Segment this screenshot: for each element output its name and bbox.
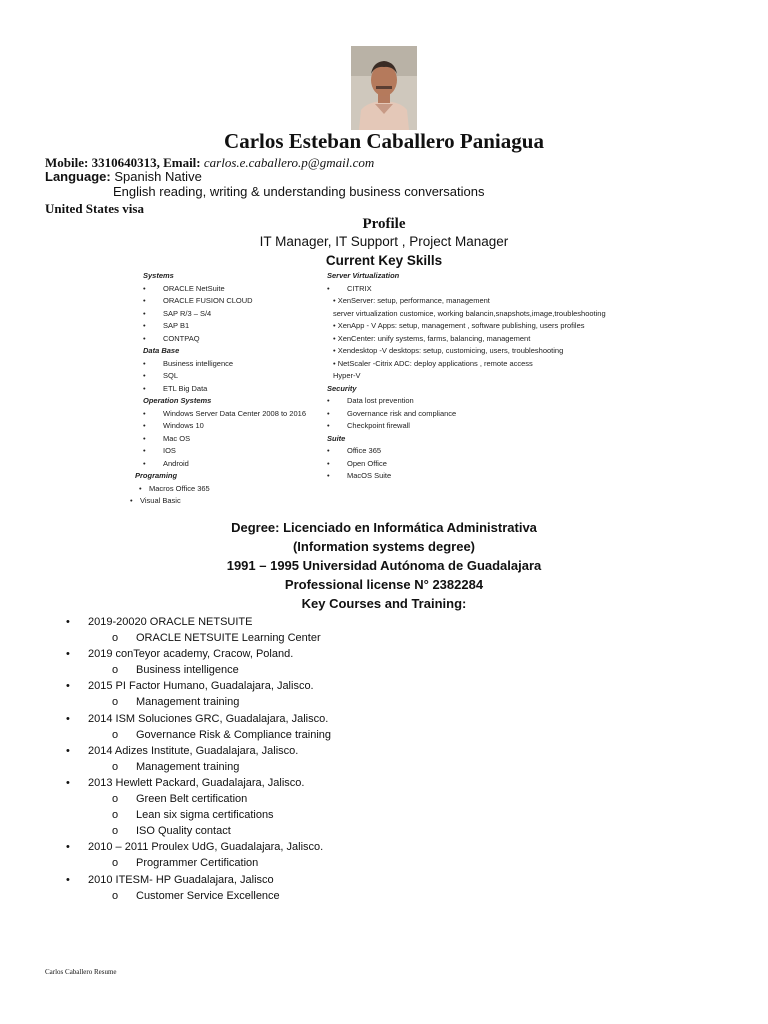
bullet-icon: •: [66, 841, 70, 854]
course-detail: ISO Quality contact: [136, 825, 231, 838]
contact-prefix: Mobile: 3310640313, Email:: [45, 155, 201, 170]
skill-label: ORACLE FUSION CLOUD: [163, 296, 253, 305]
language-native: Spanish Native: [114, 169, 202, 184]
bullet-icon: •: [143, 421, 146, 430]
course-subitem: [66, 662, 331, 678]
visa-status: United States visa: [45, 201, 144, 216]
bullet-icon: •: [143, 333, 146, 343]
bullet-icon: •: [66, 648, 70, 661]
course-subitem: [66, 791, 331, 807]
degree-university: 1991 – 1995 Universidad Autónoma de Guadalajara: [226, 558, 542, 573]
course-title: 2010 – 2011 Proulex UdG, Guadalajara, Jalisco.: [88, 841, 324, 854]
skill-label: Governance risk and compliance: [347, 408, 457, 418]
skill-detail: Hyper-V: [333, 371, 361, 380]
degree-subtitle: (Information systems degree): [292, 539, 476, 554]
skill-label: Checkpoint firewall: [347, 421, 410, 430]
skill-label: SQL: [163, 371, 179, 380]
skill-item: [327, 470, 657, 483]
courses-list: [66, 614, 331, 904]
bullet-icon: •: [143, 446, 146, 455]
profile-photo: [351, 46, 417, 130]
course-detail: Management training: [136, 760, 240, 773]
skill-detail: • NetScaler -Citrix ADC: deploy applications , remote access: [333, 358, 533, 368]
skill-item: [327, 408, 657, 421]
language-label: Language:: [45, 169, 111, 184]
skill-category: Data Base: [143, 346, 180, 355]
skill-label: Macros Office 365: [149, 483, 210, 493]
course-title: 2014 ISM Soluciones GRC, Guadalajara, Jalisco.: [88, 712, 329, 725]
course-title: 2019-20020 ORACLE NETSUITE: [88, 616, 253, 628]
language-english: English reading, writing & understanding business conversations: [113, 184, 485, 199]
bullet-icon: •: [143, 321, 146, 330]
bullet-icon: •: [327, 446, 330, 455]
bullet-icon: •: [143, 371, 146, 380]
circle-bullet-icon: o: [112, 825, 119, 838]
bullet-icon: •: [143, 383, 146, 393]
course-detail: Management training: [136, 696, 240, 709]
skill-item: [327, 420, 657, 433]
skill-label: MacOS Suite: [347, 471, 392, 480]
profile-heading: Profile: [362, 216, 406, 232]
bullet-icon: •: [143, 296, 146, 305]
bullet-icon: •: [66, 712, 70, 725]
skill-label: SAP R/3 – S/4: [163, 308, 212, 318]
course-subitem: [66, 694, 331, 710]
bullet-icon: •: [66, 776, 70, 789]
bullet-icon: •: [143, 283, 146, 293]
skills-right-column: [327, 270, 657, 483]
email-link[interactable]: carlos.e.caballero.p@gmail.com: [203, 155, 375, 170]
skill-item: [327, 283, 657, 296]
bullet-icon: •: [327, 408, 330, 418]
skill-label: ETL Big Data: [163, 383, 208, 393]
course-item: [66, 872, 331, 888]
skill-label: CONTPAQ: [163, 333, 200, 343]
course-item: [66, 646, 331, 662]
bullet-icon: •: [327, 396, 330, 405]
course-item: [66, 711, 331, 727]
language-line: [45, 169, 202, 184]
skill-label: Open Office: [347, 458, 387, 468]
skill-item: [143, 283, 323, 296]
skill-item: [143, 320, 323, 333]
course-subitem: [66, 807, 331, 823]
circle-bullet-icon: o: [112, 760, 119, 773]
course-title: 2010 ITESM- HP Guadalajara, Jalisco: [88, 873, 274, 886]
circle-bullet-icon: o: [112, 809, 119, 822]
bullet-icon: •: [130, 496, 133, 505]
skill-label: Visual Basic: [140, 496, 181, 505]
course-title: 2015 PI Factor Humano, Guadalajara, Jalisco.: [88, 680, 314, 693]
skill-category: Operation Systems: [143, 396, 212, 405]
person-photo-icon: [351, 46, 417, 130]
skill-category: Systems: [143, 271, 174, 280]
course-subitem: [66, 823, 331, 839]
course-item: [66, 614, 331, 630]
bullet-icon: •: [66, 616, 70, 628]
skill-label: Business intelligence: [163, 358, 234, 368]
skill-label: Android: [163, 458, 189, 468]
skill-category: Programing: [135, 471, 178, 480]
skill-item: [143, 333, 323, 346]
course-detail: Business intelligence: [136, 664, 239, 677]
degree-block: [0, 518, 768, 613]
skill-detail: • XenApp - V Apps: setup, management , software publishing, users profiles: [333, 321, 585, 330]
course-item: [66, 775, 331, 791]
circle-bullet-icon: o: [112, 728, 119, 741]
degree-title: Degree: Licenciado en Informática Administrativa: [231, 520, 537, 535]
skills-left-column: [130, 270, 323, 508]
course-detail: Programmer Certification: [136, 857, 259, 870]
skill-item: [143, 358, 323, 371]
bullet-icon: •: [66, 873, 70, 886]
bullet-icon: •: [139, 483, 142, 493]
skill-item: [139, 483, 323, 496]
skill-item: [327, 395, 657, 408]
course-detail: ORACLE NETSUITE Learning Center: [136, 632, 321, 645]
skill-item: [143, 383, 323, 396]
candidate-name: Carlos Esteban Caballero Paniagua: [224, 129, 544, 153]
course-detail: Green Belt certification: [136, 793, 248, 806]
skill-label: ORACLE NetSuite: [163, 283, 225, 293]
skill-label: CITRIX: [347, 283, 372, 293]
skill-label: IOS: [163, 446, 176, 455]
skill-item: [143, 295, 323, 308]
bullet-icon: •: [143, 458, 146, 468]
circle-bullet-icon: o: [112, 889, 119, 902]
skill-label: Data lost prevention: [347, 396, 414, 405]
circle-bullet-icon: o: [112, 696, 119, 709]
skill-category: Security: [327, 383, 357, 393]
course-subitem: [66, 888, 331, 904]
skill-label: Office 365: [347, 446, 382, 455]
circle-bullet-icon: o: [112, 857, 119, 870]
skill-item: [143, 370, 323, 383]
circle-bullet-icon: o: [112, 632, 119, 645]
skill-category: Suite: [327, 433, 346, 443]
skill-item: [143, 433, 323, 446]
bullet-icon: •: [143, 433, 146, 443]
skill-label: SAP B1: [163, 321, 190, 330]
bullet-icon: •: [66, 680, 70, 693]
course-detail: Governance Risk & Compliance training: [136, 728, 332, 741]
course-subitem: [66, 727, 331, 743]
skill-label: Mac OS: [163, 433, 191, 443]
skill-item: [327, 445, 657, 458]
course-item: [66, 678, 331, 694]
courses-heading: Key Courses and Training:: [301, 596, 467, 611]
skill-item: [327, 458, 657, 471]
skill-category: Server Virtualization: [327, 271, 400, 280]
skill-detail: • XenCenter: unify systems, farms, balancing, management: [333, 333, 531, 343]
course-detail: Customer Service Excellence: [136, 889, 280, 902]
profile-roles: IT Manager, IT Support , Project Manager: [259, 234, 509, 249]
circle-bullet-icon: o: [112, 793, 119, 806]
skill-item: [143, 420, 323, 433]
course-title: 2013 Hewlett Packard, Guadalajara, Jalisco.: [88, 776, 305, 789]
skill-item: [130, 495, 323, 508]
footer-text: Carlos Caballero Resume: [45, 968, 117, 976]
circle-bullet-icon: o: [112, 664, 119, 677]
course-subitem: [66, 759, 331, 775]
skill-label: Windows Server Data Center 2008 to 2016: [163, 408, 306, 418]
course-subitem: [66, 630, 331, 646]
course-item: [66, 743, 331, 759]
skill-item: [143, 445, 323, 458]
course-subitem: [66, 855, 331, 871]
skill-item: [143, 308, 323, 321]
degree-license: Professional license N° 2382284: [284, 577, 484, 592]
bullet-icon: •: [327, 458, 330, 468]
course-title: 2014 Adizes Institute, Guadalajara, Jalisco.: [88, 744, 299, 757]
course-title: 2019 conTeyor academy, Cracow, Poland.: [88, 648, 294, 661]
bullet-icon: •: [143, 308, 146, 318]
skill-label: Windows 10: [163, 421, 204, 430]
skill-detail: server virtualization customice, working balancin,snapshots,image,troubleshooting: [333, 308, 606, 318]
bullet-icon: •: [327, 421, 330, 430]
bullet-icon: •: [327, 283, 330, 293]
skill-detail: • XenServer: setup, performance, management: [333, 296, 490, 305]
bullet-icon: •: [66, 744, 70, 757]
skill-detail: • Xendesktop -V desktops: setup, customicing, users, troubleshooting: [333, 346, 564, 355]
bullet-icon: •: [143, 408, 146, 418]
bullet-icon: •: [327, 471, 330, 480]
skills-heading: Current Key Skills: [325, 253, 443, 268]
course-detail: Lean six sigma certifications: [136, 809, 274, 822]
skill-item: [143, 458, 323, 471]
course-item: [66, 839, 331, 855]
bullet-icon: •: [143, 358, 146, 368]
skill-item: [143, 408, 323, 421]
